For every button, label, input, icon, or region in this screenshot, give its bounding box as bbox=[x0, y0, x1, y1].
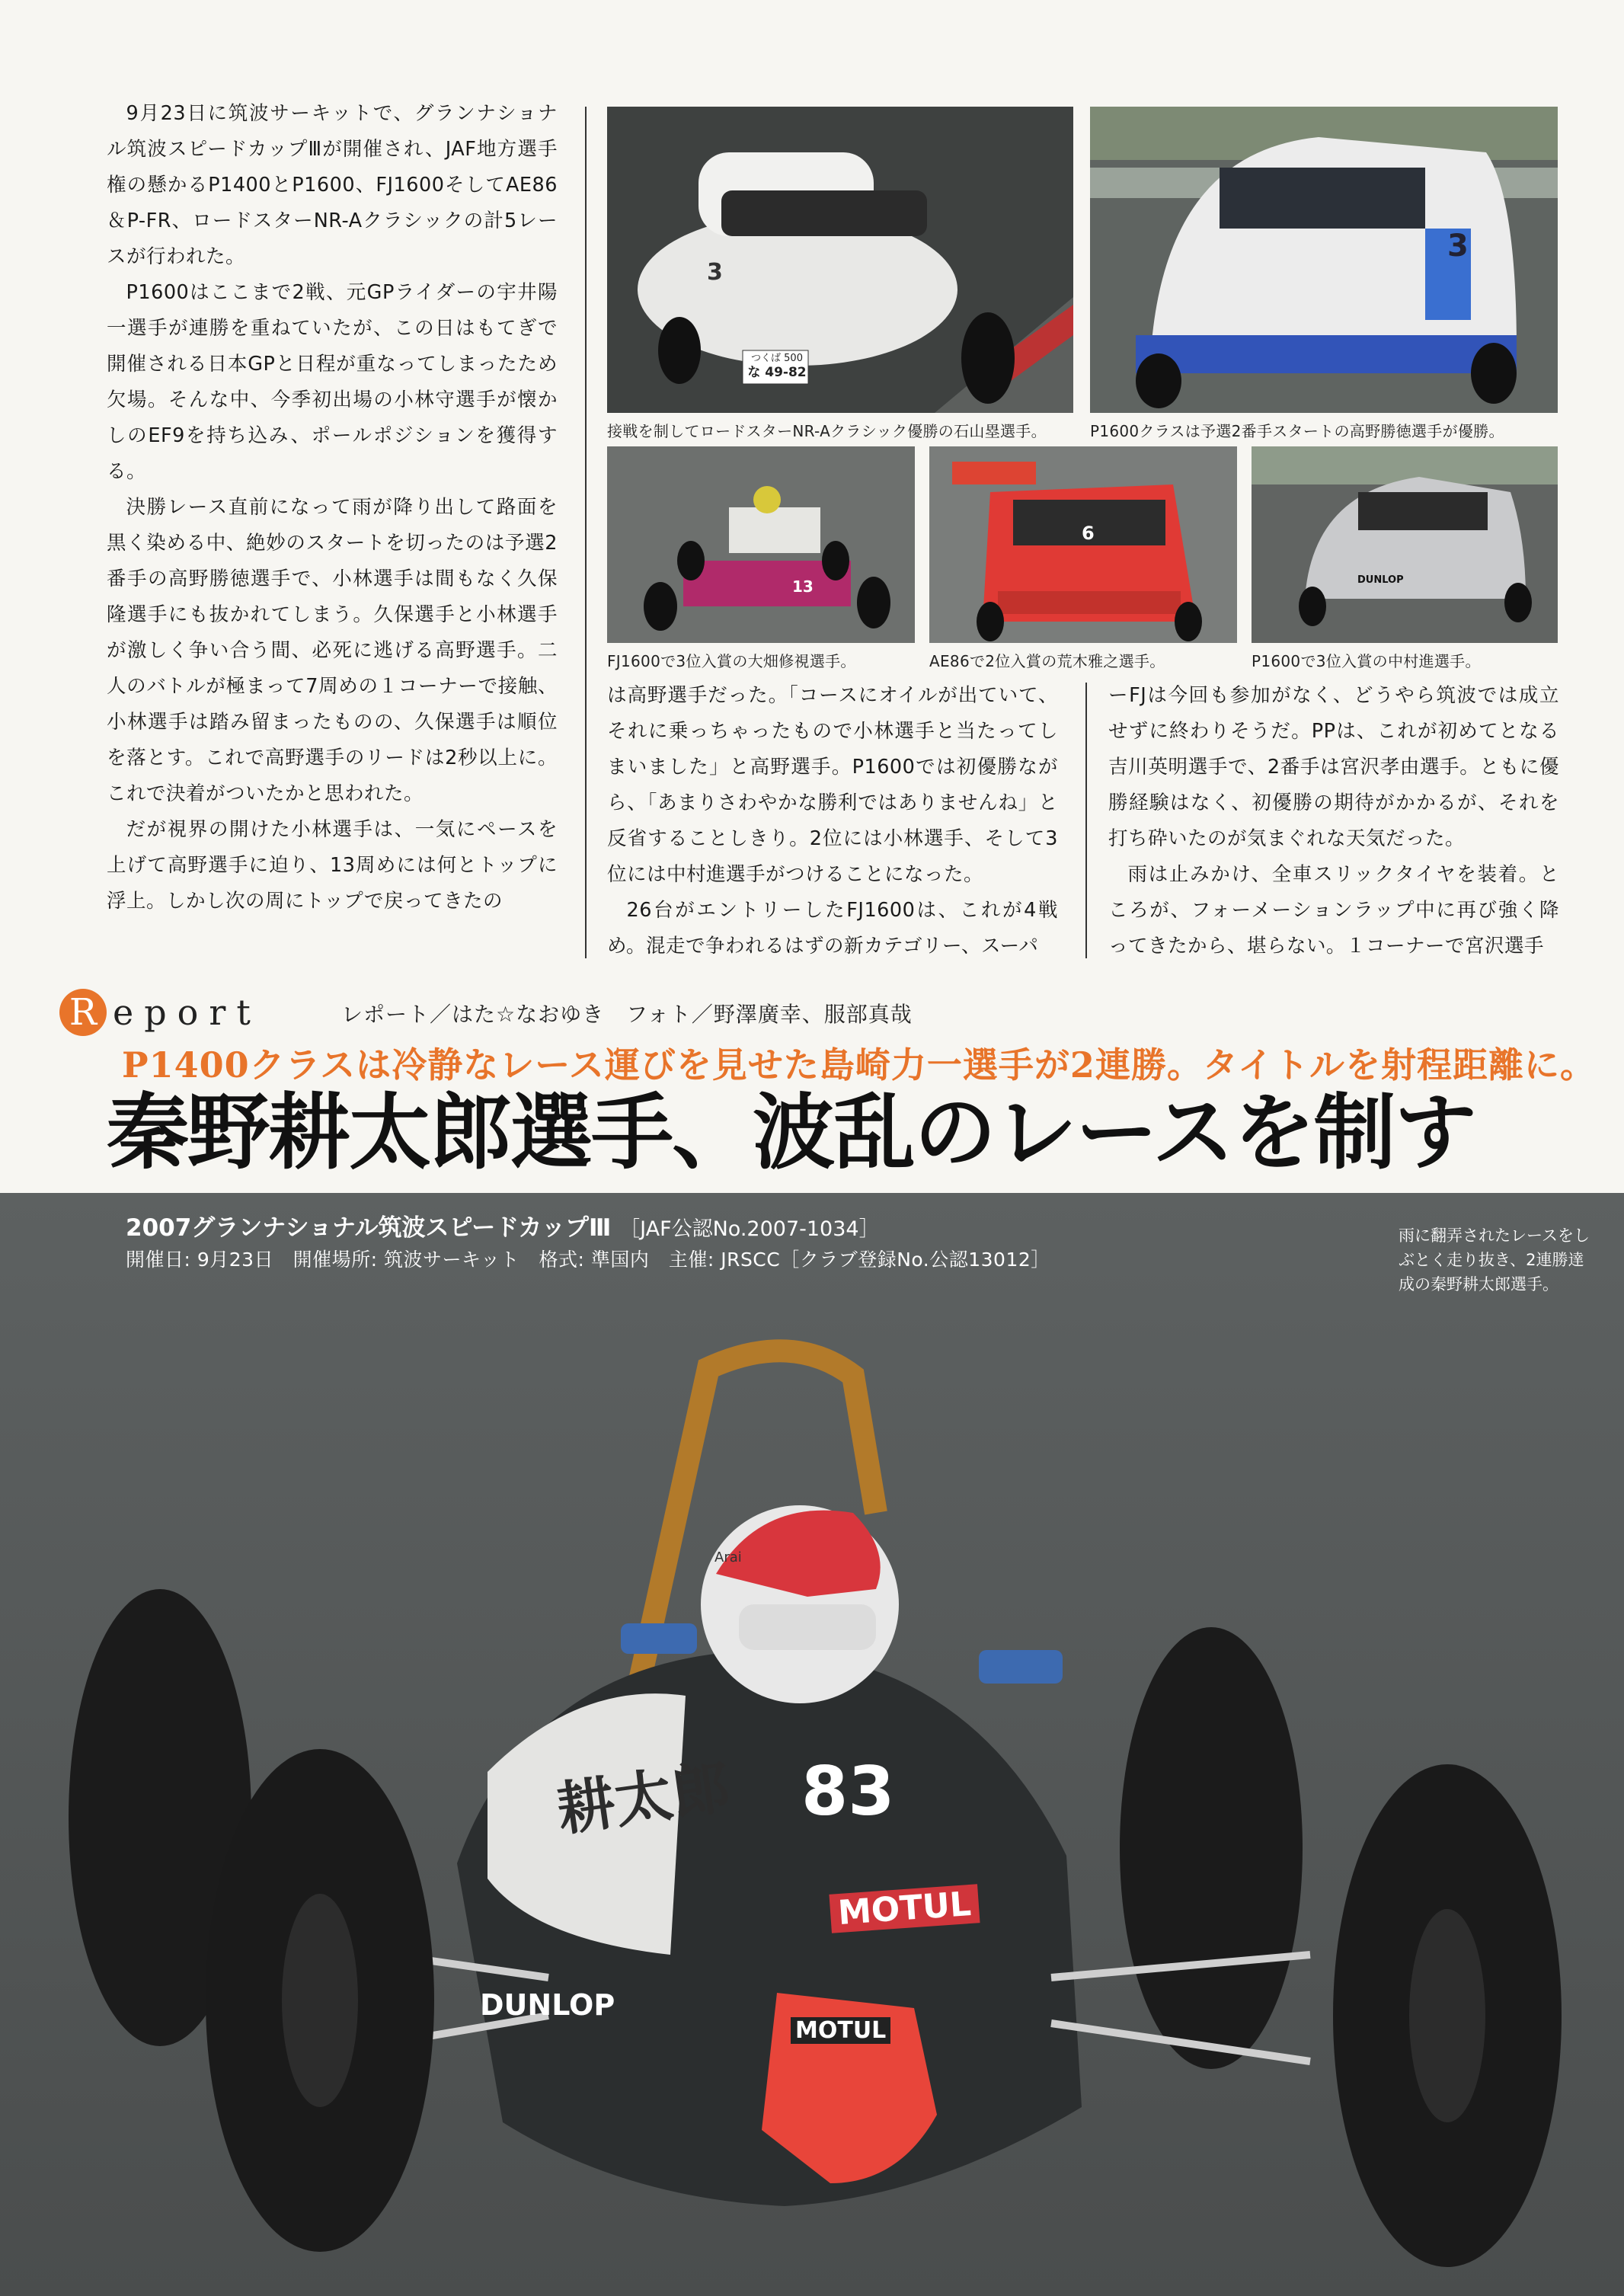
column-divider bbox=[585, 107, 587, 958]
hero-motul-logo: MOTUL bbox=[829, 1884, 980, 1933]
caption-fj1600-third: FJ1600で3位入賞の大畑修視選手。 bbox=[607, 652, 856, 670]
paragraph: だが視界の開けた小林選手は、一気にペースを上げて高野選手に迫り、13周めには何とトップに浮上。しかし次の周にトップで戻ってきたの bbox=[107, 818, 558, 913]
paragraph: 雨は止みかけ、全車スリックタイヤを装着。ところが、フォーメーションラップ中に再び強く降ってきたから、堪らない。１コーナーで宮沢選手 bbox=[1108, 863, 1559, 958]
hero-photo bbox=[0, 1193, 1624, 2296]
ae86-number: 6 bbox=[1082, 523, 1095, 544]
photo-civic-winner bbox=[1090, 107, 1558, 413]
hero-caption: 雨に翻弄されたレースをしぶとく走り抜き、2連勝達成の秦野耕太郎選手。 bbox=[1399, 1226, 1590, 1293]
article-column-3 bbox=[1108, 678, 1559, 964]
report-word: eport bbox=[113, 992, 261, 1033]
license-plate bbox=[745, 352, 809, 379]
article-column-1 bbox=[107, 96, 558, 919]
civic-number: 3 bbox=[1447, 229, 1469, 264]
credits: レポート／はた☆なおゆき フォト／野澤廣幸、服部真哉 bbox=[341, 1002, 913, 1027]
paragraph: 決勝レース直前になって雨が降り出して路面を黒く染める中、絶妙のスタートを切ったのは予選2番手の高野勝徳選手で、小林選手は間もなく久保隆選手にも抜かれてしまう。久保選手と小林選手が激しく争い合う間、必死に逃げる高野選手。二人のバトルが極まって7周めの１コーナーで接触、小林選手は踏み留まったものの、久保選手は順位を落とす。これで高野選手のリードは2秒以上に。これで決着がついたかと思われた。 bbox=[107, 496, 558, 805]
hero-car-number: 83 bbox=[801, 1752, 895, 1831]
event-name: 2007グランナショナル筑波スピードカップⅢ bbox=[126, 1214, 612, 1242]
plate-top: つくば 500 bbox=[751, 353, 803, 364]
hero-car-side-name: 耕太郎 bbox=[552, 1752, 734, 1844]
roadster-number: 3 bbox=[707, 259, 723, 286]
photo-ae86-second bbox=[929, 446, 1237, 643]
caption-p1600-third: P1600で3位入賞の中村進選手。 bbox=[1252, 652, 1481, 670]
paragraph: は高野選手だった。「コースにオイルが出ていて、それに乗っちゃったもので小林選手と当たってしまいました」と高野選手。P1600では初優勝ながら、「あまりさわやかな勝利ではありませんね」と反省することしきり。2位には小林選手、そして3位には中村進選手がつけることになった。 bbox=[607, 684, 1058, 886]
paragraph: 26台がエントリーしたFJ1600は、これが4戦め。混走で争われるはずの新カテゴリー、スーパ bbox=[607, 899, 1058, 958]
caption-ae86-second: AE86で2位入賞の荒木雅之選手。 bbox=[929, 652, 1165, 670]
headline: 秦野耕太郎選手、波乱のレースを制す bbox=[107, 1086, 1475, 1181]
hero-nose-logo: MOTUL bbox=[791, 2017, 890, 2044]
paragraph: 9月23日に筑波サーキットで、グランナショナル筑波スピードカップⅢが開催され、JAF地方選手権の懸かるP1400とP1600、FJ1600そしてAE86＆P-FR、ロードスターNR-Aクラシックの計5レースが行われた。 bbox=[107, 102, 558, 268]
paragraph: P1600はここまで2戦、元GPライダーの宇井陽一選手が連勝を重ねていたが、この日はもてぎで開催される日本GPと日程が重なってしまったため欠場。そんな中、今季初出場の小林守選手が懐かしのEF9を持ち込み、ポールポジションを獲得する。 bbox=[107, 281, 558, 483]
caption-civic-winner: P1600クラスは予選2番手スタートの高野勝徳選手が優勝。 bbox=[1090, 422, 1504, 440]
fj-small-number: 13 bbox=[792, 577, 814, 596]
event-title bbox=[126, 1208, 880, 1242]
photo-p1600-third bbox=[1252, 446, 1558, 643]
article-column-2 bbox=[607, 678, 1058, 964]
subheadline: P1400クラスは冷静なレース運びを見せた島崎力一選手が2連勝。タイトルを射程距離に。 bbox=[122, 1044, 1597, 1086]
column-divider bbox=[1085, 683, 1087, 958]
plate-bottom: な 49-82 bbox=[747, 365, 807, 380]
hero-dunlop-logo: DUNLOP bbox=[480, 1988, 615, 2022]
photo-fj1600-third bbox=[607, 446, 915, 643]
hero-helmet-logo: Arai bbox=[714, 1549, 742, 1565]
report-r-circle: R bbox=[59, 989, 107, 1036]
paragraph: ーFJは今回も参加がなく、どうやら筑波では成立せずに終わりそうだ。PPは、これが初めてとなる吉川英明選手で、2番手は宮沢孝由選手。ともに優勝経験はなく、初優勝の期待がかかるが、それを打ち砕いたのが気まぐれな天気だった。 bbox=[1108, 684, 1559, 850]
event-jaf-number: ［JAF公認No.2007-1034］ bbox=[619, 1217, 880, 1241]
photo-roadster bbox=[607, 107, 1073, 413]
event-info: 開催日: 9月23日 開催場所: 筑波サーキット 格式: 準国内 主催: JRSCC［クラブ登録No.公認13012］ bbox=[126, 1249, 1050, 1271]
caption-roadster: 接戦を制してロードスターNR-Aクラシック優勝の石山塁選手。 bbox=[607, 422, 1047, 440]
civic-small-brand: DUNLOP bbox=[1357, 574, 1404, 586]
